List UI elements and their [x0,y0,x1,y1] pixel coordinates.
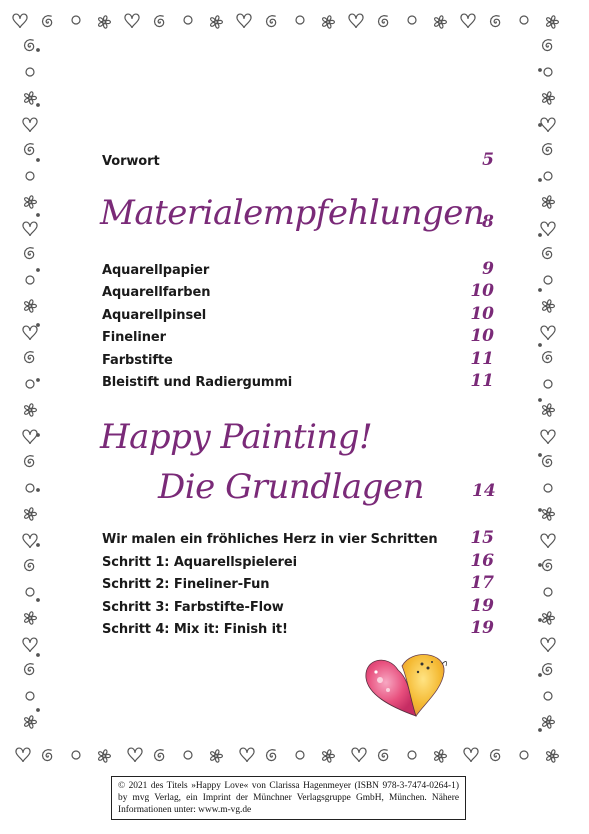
toc-entry-label: Schritt 1: Aquarellspielerei [102,554,297,570]
section-heading-line1: Happy Painting! [100,417,373,457]
toc-row[interactable] [102,281,494,301]
toc-row[interactable] [102,349,494,369]
toc-entry-label: Aquarellpinsel [102,307,207,323]
toc-page-number: 10 [470,281,494,302]
toc-row-preface[interactable] [102,150,494,170]
toc-page-number: 5 [482,150,494,170]
toc-row[interactable] [102,618,494,638]
toc-page-number: 17 [470,573,494,594]
toc-entry-label: Aquarellpapier [102,263,210,278]
section-page-number: 14 [472,481,496,501]
toc-entry-label: Vorwort [102,154,160,169]
toc-page-number: 11 [470,348,494,369]
toc-row[interactable] [102,596,494,616]
toc-row[interactable] [102,528,494,548]
toc-row[interactable] [102,371,494,391]
toc-row[interactable] [102,326,494,346]
toc-entry-label: Schritt 4: Mix it: Finish it! [102,622,288,638]
toc-row[interactable] [102,304,494,324]
toc-entry-label: Fineliner [102,330,166,346]
toc-page-number: 9 [482,259,494,279]
section-page-number: 8 [482,212,494,232]
toc-entry-label: Wir malen ein fröhliches Herz in vier Schritten [102,532,438,547]
toc-entry-label: Schritt 2: Fineliner-Fun [102,577,270,593]
toc-page-number: 16 [470,550,494,571]
toc-entry-label: Farbstifte [102,352,173,368]
toc-page-number: 10 [470,326,494,347]
copyright-footer: © 2021 des Titels »Happy Love« von Clarissa Hagenmeyer (ISBN 978-3-7474-0264-1) by mvg Verlag, ein Imprint der Münchner Verlagsgruppe GmbH, München. Nähere Informationen unter: www.m-vg.de [111,776,466,820]
toc-page-number: 19 [470,618,494,639]
toc-entry-label: Schritt 3: Farbstifte-Flow [102,599,284,615]
toc-row[interactable] [102,573,494,593]
toc-row[interactable] [102,259,494,279]
toc-entry-label: Bleistift und Radiergummi [102,375,293,390]
toc-page-number: 15 [470,528,494,548]
toc-page-number: 11 [470,371,494,391]
section-heading-line2: Die Grundlagen [158,467,424,507]
section-heading-materials: Materialempfehlungen [100,193,485,233]
toc-page-number: 10 [470,303,494,324]
watercolor-heart-icon [358,650,454,720]
toc-row[interactable] [102,551,494,571]
toc-page-number: 19 [470,595,494,616]
toc-entry-label: Aquarellfarben [102,285,211,301]
